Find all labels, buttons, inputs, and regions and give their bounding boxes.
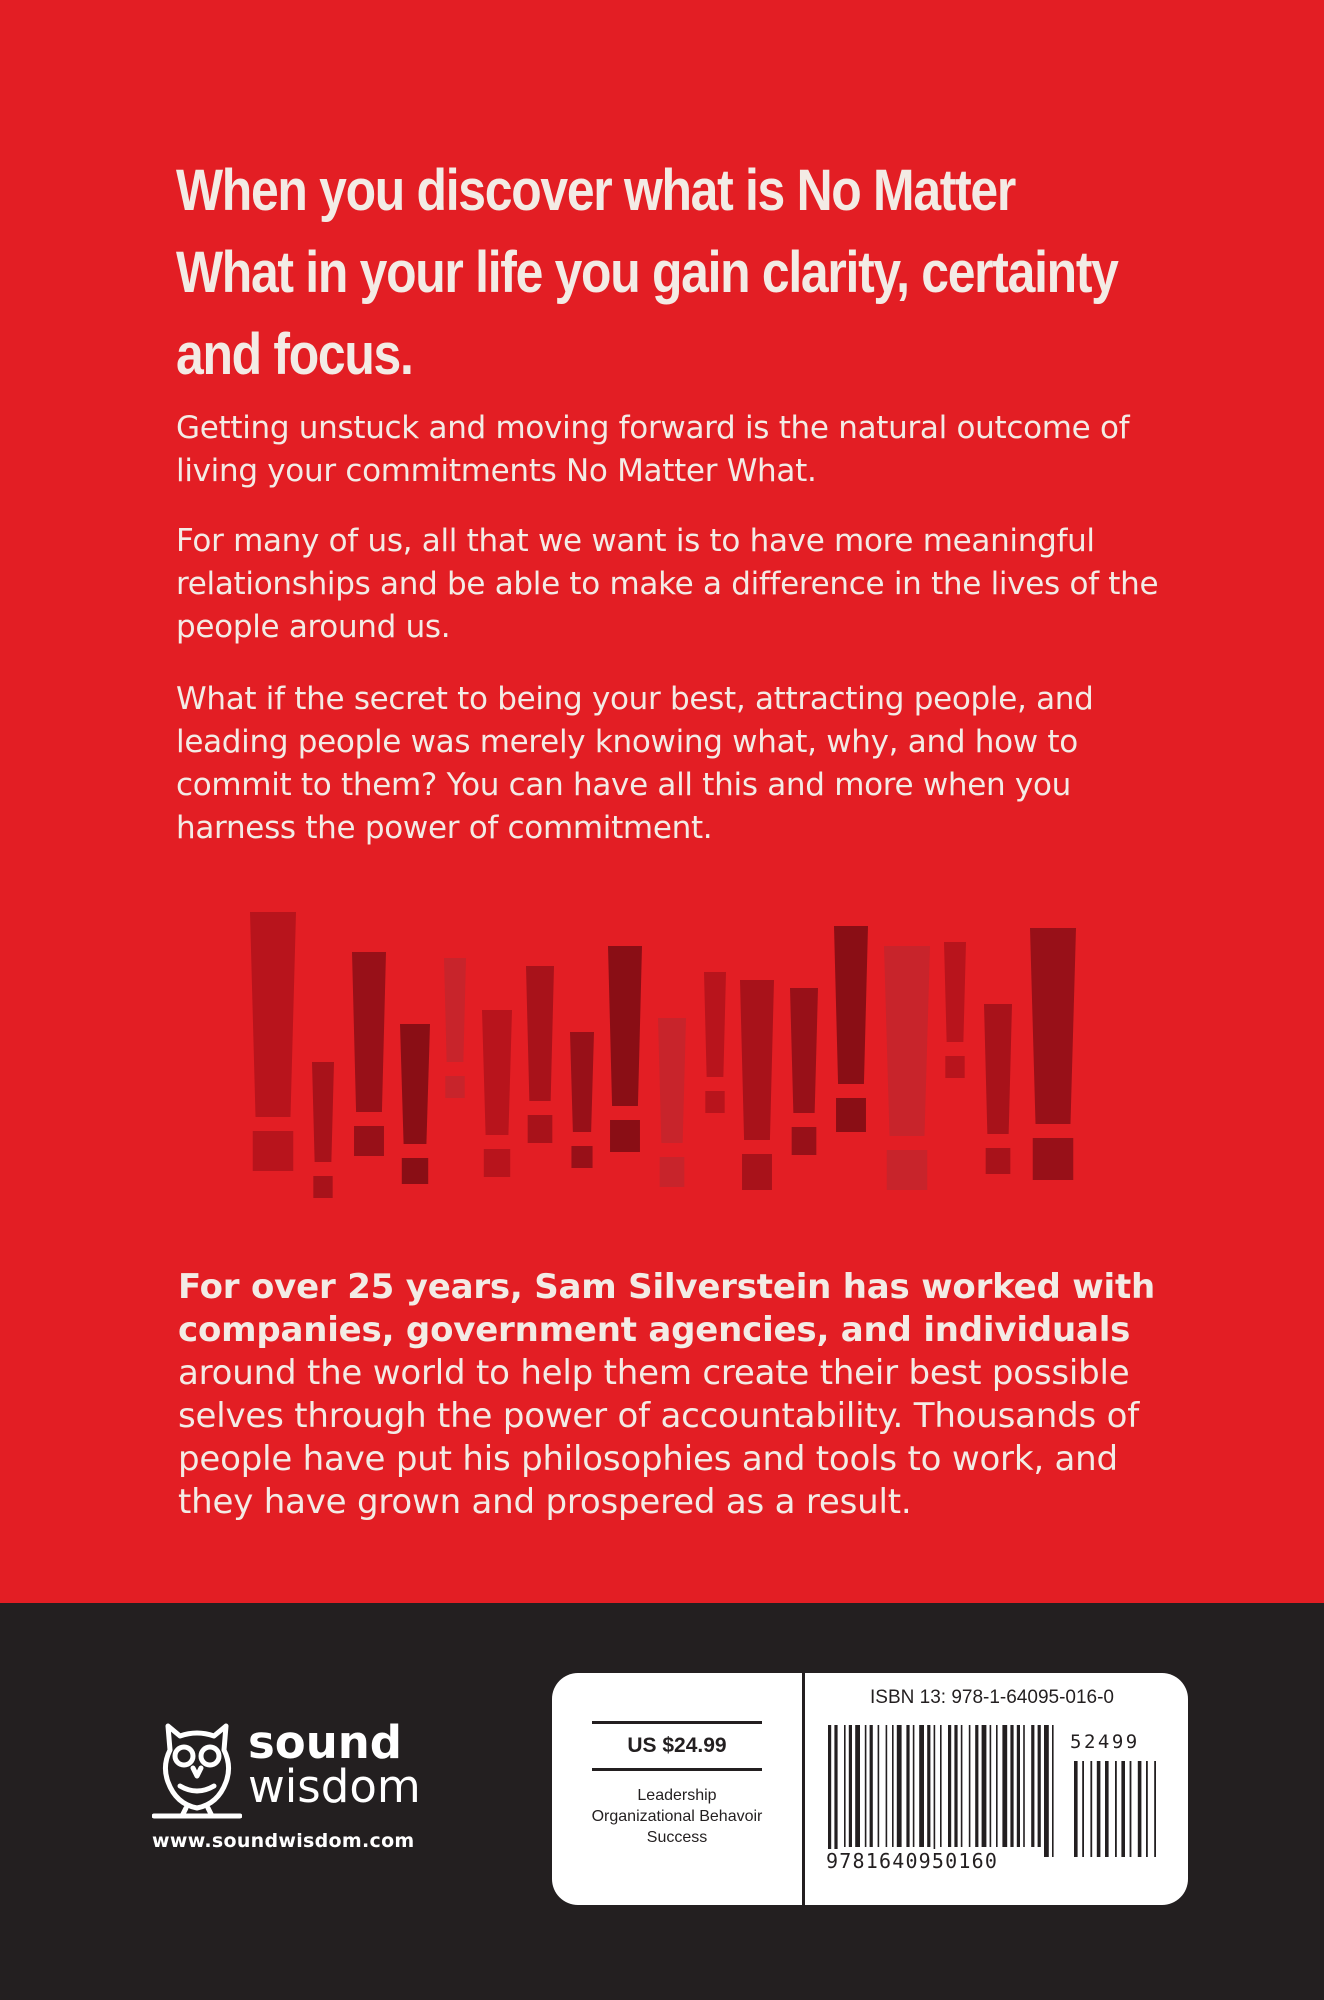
barcode-bar	[1052, 1725, 1054, 1857]
addon-bar	[1115, 1761, 1117, 1857]
exclamation-dot	[402, 1158, 428, 1184]
exclamation-bar	[944, 942, 966, 1042]
exclamation-bar	[740, 980, 774, 1140]
exclamation-dot	[660, 1157, 685, 1187]
barcode-bar	[940, 1725, 942, 1847]
exclamation-bar	[444, 958, 466, 1062]
category-item: Success	[646, 1829, 708, 1846]
addon-bar	[1154, 1761, 1156, 1857]
barcode-bar	[990, 1725, 992, 1847]
exclamation-dot	[836, 1098, 866, 1132]
exclamation-bar	[658, 1018, 686, 1143]
exclamation-dot	[1033, 1138, 1073, 1180]
barcode-bar	[1044, 1725, 1049, 1857]
barcode-bar	[969, 1725, 971, 1847]
addon-bar	[1121, 1761, 1125, 1857]
author-bio-bold: For over 25 years, Sam Silverstein has worked with companies, government agencies, and individuals	[178, 1267, 1156, 1350]
barcode-digits: 9781640950160	[826, 1849, 999, 1873]
logo-word-wisdom: wisdom	[248, 1760, 421, 1813]
barcode-bar	[906, 1725, 909, 1847]
barcode-bar	[897, 1725, 902, 1847]
exclamation-bar	[570, 1032, 594, 1132]
exclamation-bar	[400, 1024, 430, 1144]
addon-bar	[1146, 1761, 1148, 1857]
exclamation-bar	[1030, 928, 1076, 1124]
barcode-bar	[996, 1725, 998, 1847]
barcode-bar	[828, 1725, 831, 1857]
barcode-bar	[1017, 1725, 1020, 1847]
exclamation-dot	[571, 1146, 592, 1168]
barcode-bar	[934, 1725, 936, 1857]
exclamation-bar	[608, 946, 642, 1106]
barcode-panel	[552, 1673, 1188, 1905]
addon-bar	[1082, 1761, 1084, 1857]
exclamation-marks-graphic	[240, 900, 1100, 1220]
paragraph-2: For many of us, all that we want is to have more meaningful relationships and be able to make a difference in the lives of the people around us.	[176, 523, 1159, 645]
barcode-bar	[870, 1725, 873, 1847]
author-bio-rest: around the world to help them create their best possible selves through the power of accountability. Thousands of people have put his philosophies and tools to work, and they have grown and prospered as a result.	[178, 1353, 1139, 1522]
exclamation-dot	[945, 1056, 964, 1078]
addon-bar	[1074, 1761, 1078, 1857]
exclamation-dot	[528, 1115, 553, 1143]
author-bio	[178, 1266, 1178, 1524]
barcode-bar	[954, 1725, 957, 1847]
barcode-bar	[834, 1725, 837, 1857]
addon-bar	[1130, 1761, 1132, 1857]
exclamation-dot	[354, 1126, 384, 1156]
addon-bar	[1138, 1761, 1142, 1857]
headline: When you discover what is No Matter What in your life you gain clarity, certainty and focus.	[176, 158, 1118, 387]
barcode-bar	[961, 1725, 963, 1847]
exclamation-dot	[986, 1148, 1011, 1174]
barcode-bar	[948, 1725, 951, 1847]
barcode-bar	[1010, 1725, 1013, 1847]
paragraph-3: What if the secret to being your best, attracting people, and leading people was merely knowing what, why, and how to commit to them? You can have all this and more when you harness the power of commitment.	[176, 681, 1094, 846]
barcode-bar	[913, 1725, 915, 1847]
category-item: Leadership	[637, 1787, 717, 1804]
barcode-bar	[849, 1725, 852, 1847]
exclamation-bar	[984, 1004, 1012, 1134]
exclamation-dot	[887, 1150, 927, 1190]
exclamation-dot	[445, 1076, 464, 1098]
barcode-bar	[855, 1725, 860, 1847]
addon-digits: 52499	[1070, 1731, 1140, 1753]
exclamation-dot	[484, 1149, 510, 1177]
barcode-bar	[919, 1725, 924, 1847]
barcode-bar	[927, 1725, 930, 1847]
barcode-bar	[844, 1725, 846, 1847]
isbn: ISBN 13: 978-1-64095-016-0	[870, 1687, 1114, 1708]
barcode-bar	[1038, 1725, 1041, 1847]
price-bottom-rule	[592, 1768, 762, 1771]
barcode-bar	[1002, 1725, 1007, 1847]
barcode-bar	[878, 1725, 880, 1847]
exclamation-bar	[704, 972, 726, 1077]
barcode-bar	[1023, 1725, 1025, 1847]
barcode-bar	[865, 1725, 867, 1847]
addon-bar	[1105, 1761, 1109, 1857]
category-item: Organizational Behavoir	[591, 1808, 763, 1825]
addon-bar	[1097, 1761, 1101, 1857]
paragraph-1: Getting unstuck and moving forward is the natural outcome of living your commitments No Matter What.	[176, 410, 1130, 489]
exclamation-dot	[792, 1127, 817, 1155]
exclamation-dot	[742, 1154, 772, 1190]
publisher-url: www.soundwisdom.com	[152, 1830, 415, 1852]
exclamation-dot	[313, 1176, 332, 1198]
category-list	[562, 1785, 792, 1848]
exclamation-bar	[352, 952, 386, 1112]
barcode-bar	[1031, 1725, 1034, 1847]
barcode-bar	[886, 1725, 888, 1847]
price: US $24.99	[627, 1734, 727, 1757]
barcode-bar	[892, 1725, 894, 1847]
price-box	[592, 1721, 762, 1771]
exclamation-bar	[482, 1010, 512, 1135]
publisher-logo	[152, 1716, 442, 1826]
exclamation-bar	[250, 912, 296, 1117]
logo-word-sound: sound	[248, 1716, 402, 1769]
addon-bar	[1090, 1761, 1092, 1857]
exclamation-bar	[884, 946, 930, 1136]
exclamation-bar	[312, 1062, 334, 1162]
exclamation-dot	[610, 1120, 640, 1152]
barcode-bar	[982, 1725, 987, 1847]
barcode-bar	[975, 1725, 978, 1847]
owl-icon	[152, 1716, 242, 1826]
exclamation-dot	[253, 1131, 293, 1171]
exclamation-bar	[790, 988, 818, 1113]
barcode-divider	[802, 1673, 805, 1905]
exclamation-bar	[834, 926, 868, 1084]
exclamation-dot	[705, 1091, 724, 1113]
exclamation-bar	[526, 966, 554, 1101]
